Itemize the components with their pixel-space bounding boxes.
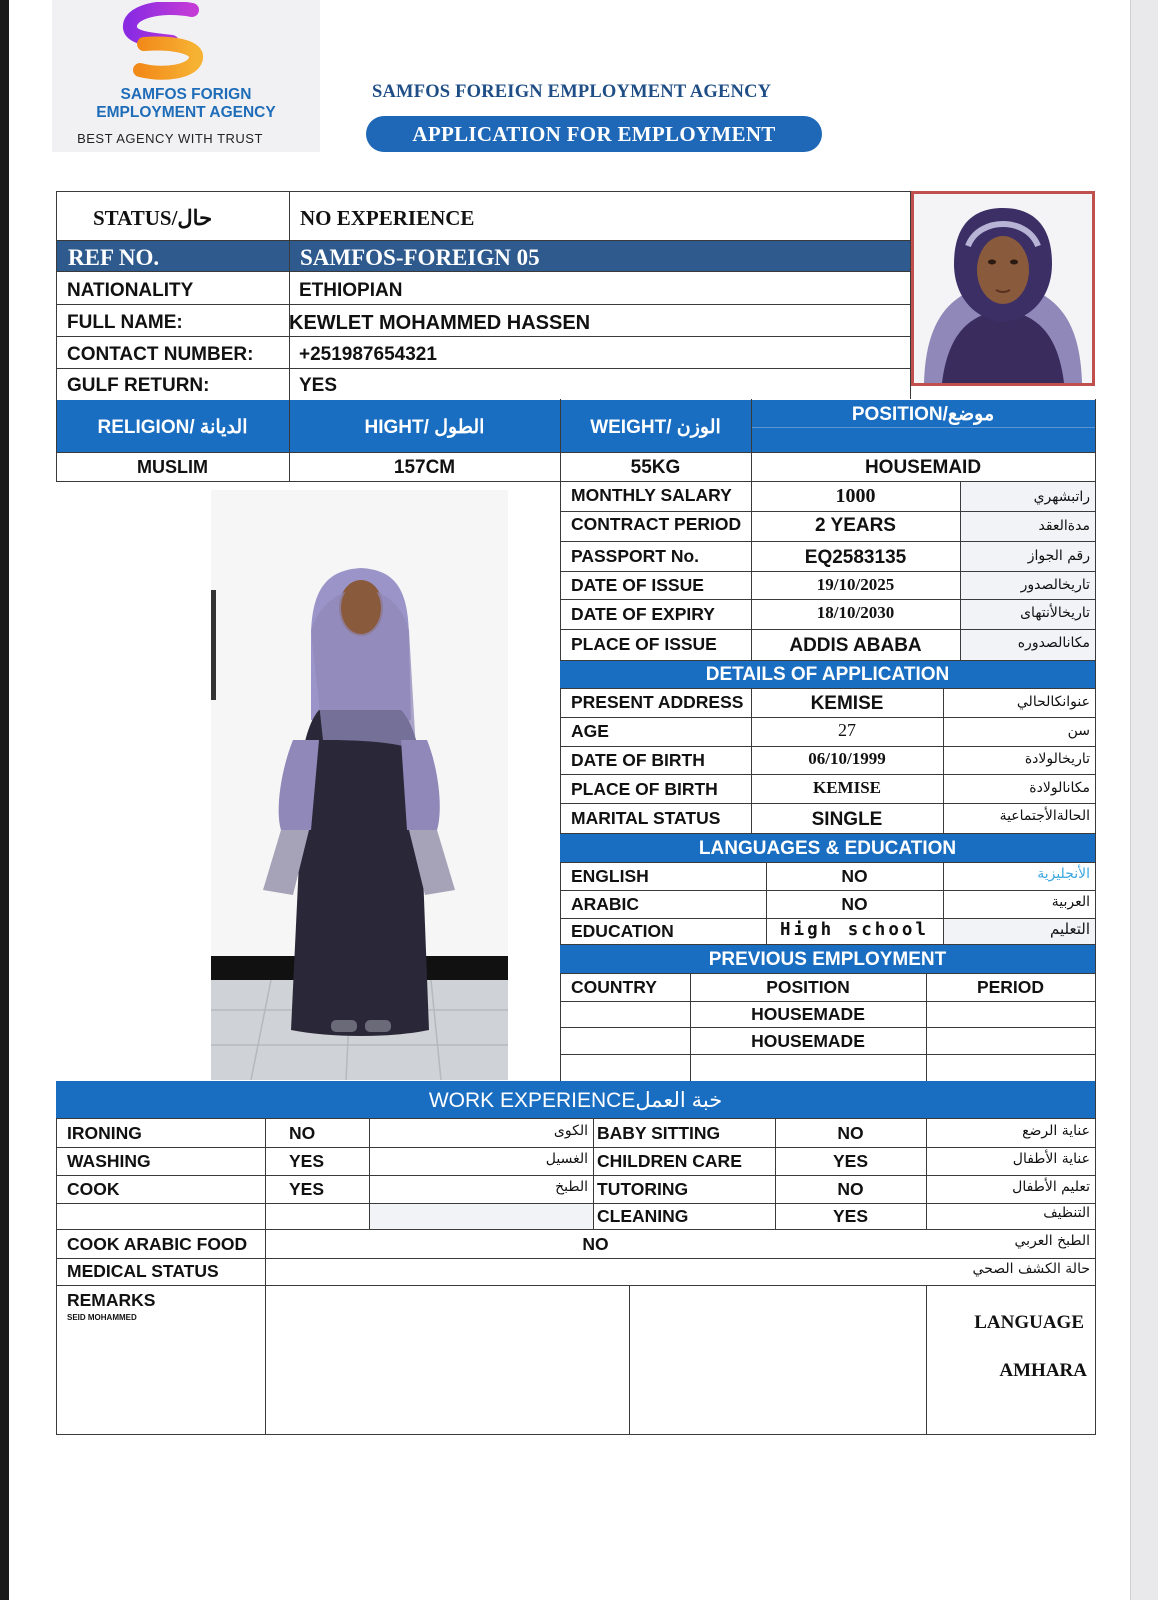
work-left-value: NO bbox=[289, 1123, 316, 1143]
work-right-label: TUTORING bbox=[597, 1179, 689, 1199]
previous-heading: PREVIOUS EMPLOYMENT bbox=[708, 949, 947, 970]
work-right-value: NO bbox=[837, 1123, 864, 1143]
work-left-value: YES bbox=[289, 1151, 325, 1171]
work-right-value: YES bbox=[832, 1206, 869, 1226]
gulf-return-value: YES bbox=[299, 375, 338, 396]
work-left-label: COOK bbox=[67, 1179, 120, 1199]
ref-label: REF NO. bbox=[68, 245, 160, 270]
application-title: APPLICATION FOR EMPLOYMENT bbox=[366, 116, 822, 152]
language-value: NO bbox=[841, 894, 868, 914]
work-right-value: NO bbox=[837, 1179, 864, 1199]
logo-name-line1: SAMFOS FORIGN bbox=[120, 86, 252, 103]
logo-s-icon bbox=[120, 2, 210, 82]
work-left-arabic: الغسيل bbox=[545, 1151, 588, 1167]
work-right-label: BABY SITTING bbox=[597, 1123, 721, 1143]
position-header: POSITION/موضع bbox=[851, 404, 995, 425]
remarks-label: REMARKS bbox=[67, 1290, 156, 1310]
position-value: HOUSEMAID bbox=[864, 457, 982, 478]
contract-arabic: مكانالصدوره bbox=[1017, 635, 1090, 651]
details-label: PLACE OF BIRTH bbox=[571, 779, 718, 799]
details-value: 06/10/1999 bbox=[808, 749, 886, 768]
religion-value: MUSLIM bbox=[137, 457, 208, 477]
previous-position: HOUSEMADE bbox=[751, 1004, 865, 1024]
contract-arabic: رقم الجواز bbox=[1027, 548, 1090, 564]
previous-position: HOUSEMADE bbox=[751, 1031, 865, 1051]
logo-name-line2: EMPLOYMENT AGENCY bbox=[96, 104, 276, 121]
contract-arabic: مدةالعقد bbox=[1038, 518, 1090, 534]
height-header: HIGHT/ الطول bbox=[364, 417, 485, 438]
details-label: PRESENT ADDRESS bbox=[571, 692, 744, 712]
nationality-value: ETHIOPIAN bbox=[299, 280, 403, 301]
remarks-note: SEID MOHAMMED bbox=[67, 1313, 137, 1322]
contract-label: PLACE OF ISSUE bbox=[571, 634, 717, 654]
contract-arabic: تاريخالصدور bbox=[1020, 577, 1090, 593]
previous-period-header: PERIOD bbox=[976, 977, 1045, 997]
details-arabic: سن bbox=[1067, 723, 1090, 739]
work-heading: WORK EXPERIENCEخبة العمل bbox=[428, 1089, 723, 1112]
language-arabic: العربية bbox=[1051, 894, 1090, 910]
medical-arabic: حالة الكشف الصحي bbox=[972, 1261, 1090, 1277]
medical-label: MEDICAL STATUS bbox=[67, 1261, 219, 1281]
contract-label: PASSPORT No. bbox=[571, 546, 700, 566]
portrait-photo bbox=[911, 191, 1095, 386]
contract-value: 2 YEARS bbox=[815, 515, 896, 536]
details-value: KEMISE bbox=[812, 778, 882, 797]
gulf-return-label: GULF RETURN: bbox=[67, 375, 210, 396]
language-label: ENGLISH bbox=[571, 866, 649, 886]
contract-label: DATE OF EXPIRY bbox=[571, 604, 715, 624]
agency-title: SAMFOS FOREIGN EMPLOYMENT AGENCY bbox=[372, 82, 772, 102]
contract-value: 18/10/2030 bbox=[816, 603, 895, 622]
religion-header: RELIGION/ الديانة bbox=[97, 417, 248, 438]
work-right-value: YES bbox=[832, 1151, 869, 1171]
work-left-arabic: الطبخ bbox=[555, 1179, 588, 1195]
work-right-arabic: التنظيف bbox=[1043, 1205, 1090, 1221]
work-right-label: CHILDREN CARE bbox=[597, 1151, 742, 1171]
details-label: DATE OF BIRTH bbox=[571, 750, 705, 770]
cook-arabic-value: NO bbox=[582, 1234, 609, 1254]
weight-header: WEIGHT/ الوزن bbox=[590, 417, 721, 438]
work-right-label: CLEANING bbox=[597, 1206, 689, 1226]
contract-arabic: تاريخالأنتهاى bbox=[1020, 605, 1090, 621]
viewer-scrollbar[interactable] bbox=[1130, 0, 1158, 1600]
work-left-arabic: الكوى bbox=[553, 1123, 588, 1139]
language-value: NO bbox=[841, 866, 868, 886]
contract-label: MONTHLY SALARY bbox=[571, 485, 732, 505]
details-arabic: تاريخالولادة bbox=[1024, 751, 1090, 767]
page-edge-left bbox=[0, 0, 9, 1600]
work-left-label: IRONING bbox=[67, 1123, 142, 1143]
work-right-arabic: عناية الرضع bbox=[1022, 1123, 1090, 1139]
language-label: EDUCATION bbox=[571, 921, 674, 941]
contract-arabic: راتبشهري bbox=[1033, 489, 1090, 505]
work-right-arabic: عناية الأطفال bbox=[1012, 1151, 1090, 1167]
cook-arabic-arabic: الطبخ العربي bbox=[1014, 1233, 1090, 1249]
full-name-label: FULL NAME: bbox=[67, 312, 183, 333]
details-arabic: مكانالولادة bbox=[1029, 780, 1090, 796]
details-label: MARITAL STATUS bbox=[571, 808, 721, 828]
cook-arabic-label: COOK ARABIC FOOD bbox=[67, 1234, 248, 1254]
language-arabic: الأنجليزية bbox=[1037, 866, 1090, 882]
full-body-photo bbox=[211, 490, 508, 1080]
contract-value: 19/10/2025 bbox=[816, 575, 895, 594]
details-heading: DETAILS OF APPLICATION bbox=[705, 664, 950, 685]
work-left-label: WASHING bbox=[67, 1151, 151, 1171]
contract-value: EQ2583135 bbox=[804, 547, 907, 568]
contact-label: CONTACT NUMBER: bbox=[67, 344, 254, 365]
contract-value: 1000 bbox=[835, 485, 876, 507]
contact-value: +251987654321 bbox=[299, 344, 437, 365]
previous-country-header: COUNTRY bbox=[571, 977, 657, 997]
language-remark-value: AMHARA bbox=[999, 1360, 1087, 1381]
work-right-arabic: تعليم الأطفال bbox=[1012, 1179, 1090, 1195]
contract-label: CONTRACT PERIOD bbox=[571, 514, 742, 534]
height-value: 157CM bbox=[393, 457, 456, 478]
details-value: SINGLE bbox=[811, 809, 883, 830]
ref-value: SAMFOS-FOREIGN 05 bbox=[300, 245, 540, 270]
status-label: STATUS/حال bbox=[93, 206, 213, 230]
language-remark-label: LANGUAGE bbox=[974, 1312, 1084, 1333]
details-value: KEMISE bbox=[810, 693, 884, 714]
nationality-label: NATIONALITY bbox=[67, 280, 194, 301]
status-value: NO EXPERIENCE bbox=[300, 206, 475, 230]
full-name-value: KEWLET MOHAMMED HASSEN bbox=[289, 312, 591, 334]
language-value: High school bbox=[780, 920, 929, 940]
logo-tagline: BEST AGENCY WITH TRUST bbox=[77, 131, 263, 146]
details-arabic: الحالةالأجتماعية bbox=[999, 808, 1090, 824]
contract-label: DATE OF ISSUE bbox=[571, 575, 704, 595]
language-arabic: التعليم bbox=[1050, 920, 1090, 938]
work-left-value: YES bbox=[289, 1179, 325, 1199]
weight-value: 55KG bbox=[630, 457, 681, 478]
language-label: ARABIC bbox=[571, 894, 640, 914]
previous-position-header: POSITION bbox=[766, 977, 850, 997]
languages-heading: LANGUAGES & EDUCATION bbox=[698, 838, 957, 859]
contract-value: ADDIS ABABA bbox=[789, 635, 922, 656]
details-label: AGE bbox=[571, 721, 609, 741]
details-arabic: عنوانكالحالي bbox=[1016, 694, 1090, 710]
details-value: 27 bbox=[838, 720, 856, 740]
